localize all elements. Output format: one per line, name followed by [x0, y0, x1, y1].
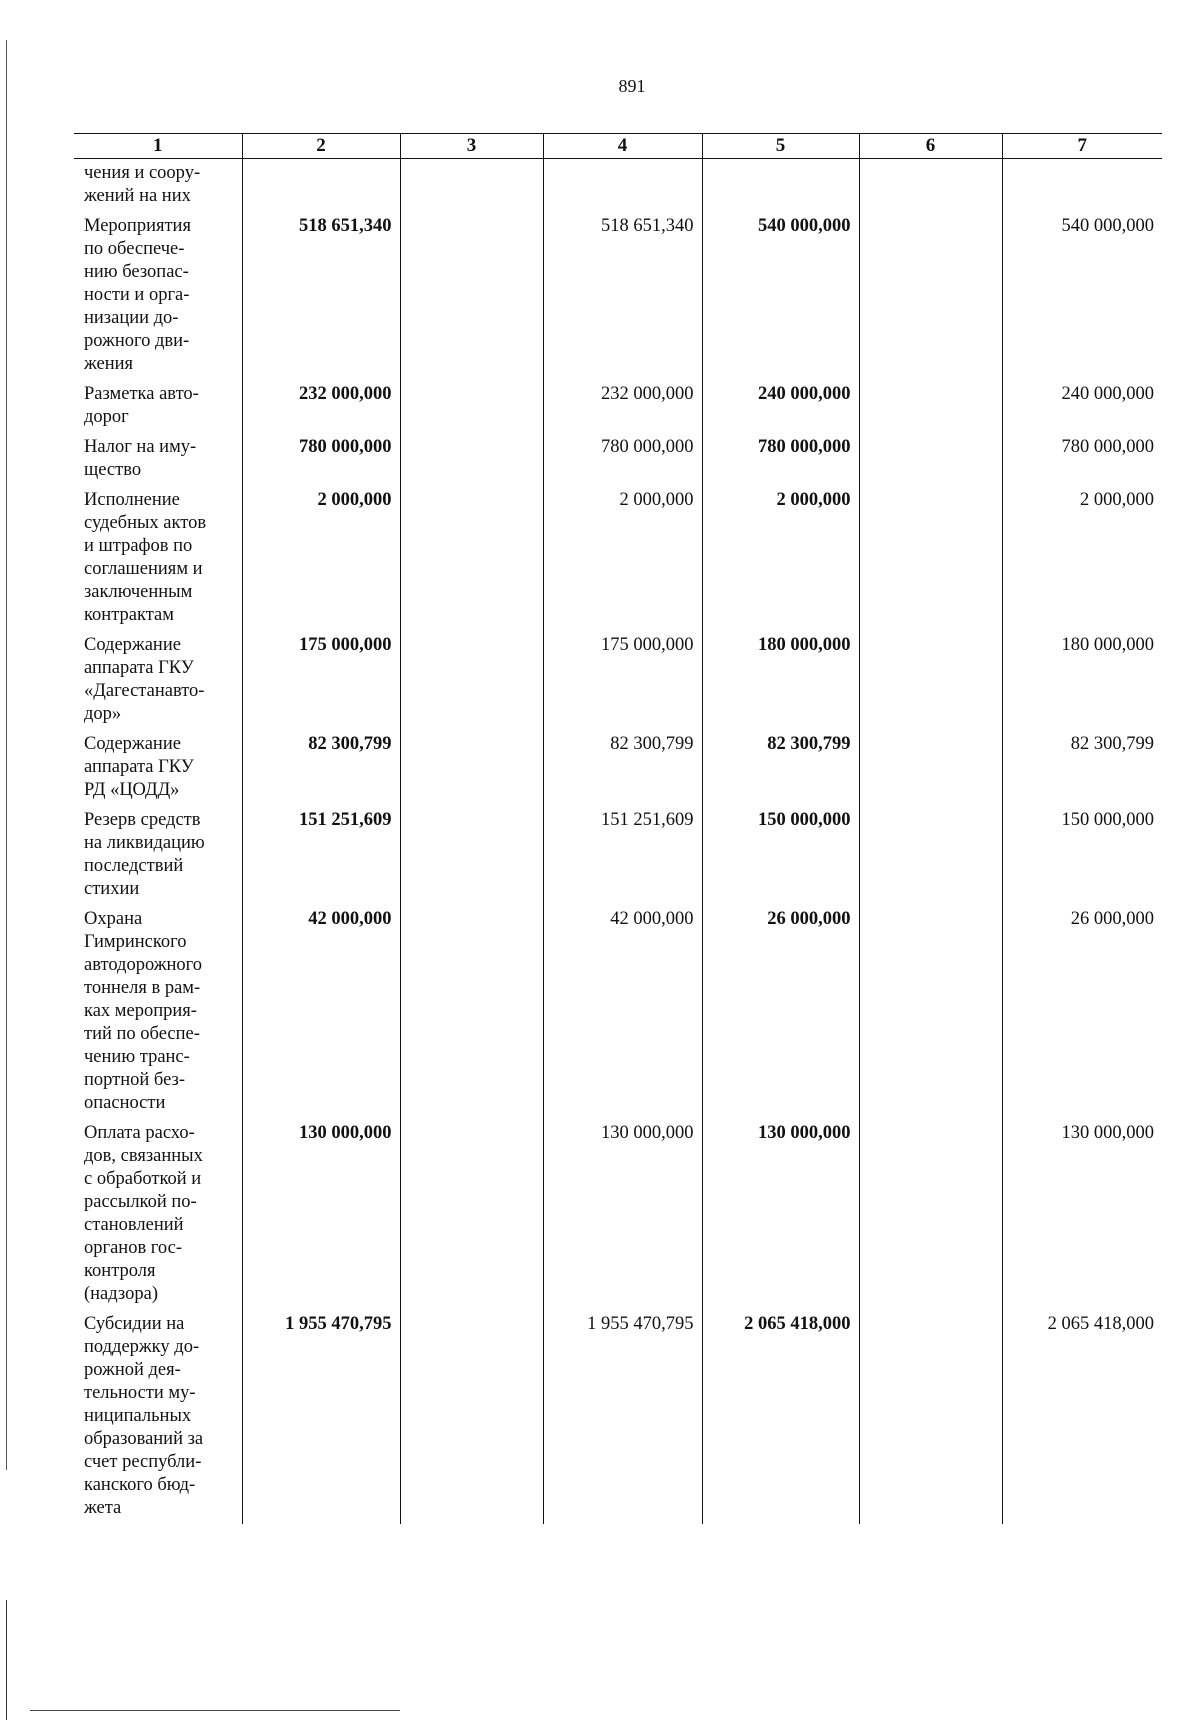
column-header-7: 7 — [1002, 134, 1162, 159]
table-row — [74, 433, 1162, 486]
cell-col-4: 175 000,000 — [543, 631, 702, 730]
cell-col-3 — [400, 730, 543, 806]
cell-col-7: 2 000,000 — [1002, 486, 1162, 631]
cell-col-2: 42 000,000 — [242, 905, 400, 1119]
cell-col-5: 2 000,000 — [702, 486, 859, 631]
cell-col-6 — [859, 486, 1002, 631]
table-row — [74, 806, 1162, 905]
cell-col-4: 130 000,000 — [543, 1119, 702, 1310]
cell-col-2: 780 000,000 — [242, 433, 400, 486]
table-row — [74, 1310, 1162, 1524]
table-row — [74, 905, 1162, 1119]
cell-col-3 — [400, 212, 543, 380]
item-name-cell: Охрана Гимринского автодорожного тоннеля в рам- ках мероприя- тий по обеспе- чению транс- портной без- опасности — [84, 909, 203, 1113]
cell-col-5: 26 000,000 — [702, 905, 859, 1119]
table-row — [74, 1119, 1162, 1310]
cell-col-7: 150 000,000 — [1002, 806, 1162, 905]
cell-col-2: 151 251,609 — [242, 806, 400, 905]
cell-col-6 — [859, 806, 1002, 905]
cell-col-6 — [859, 212, 1002, 380]
cell-col-2 — [242, 159, 400, 213]
table-row — [74, 486, 1162, 631]
table-row — [74, 380, 1162, 433]
cell-col-2: 1 955 470,795 — [242, 1310, 400, 1524]
cell-col-5: 780 000,000 — [702, 433, 859, 486]
column-header-3: 3 — [400, 134, 543, 159]
cell-col-6 — [859, 1119, 1002, 1310]
cell-col-3 — [400, 1119, 543, 1310]
table-body — [74, 159, 1162, 1525]
cell-col-3 — [400, 159, 543, 213]
cell-col-2: 175 000,000 — [242, 631, 400, 730]
cell-col-7: 780 000,000 — [1002, 433, 1162, 486]
column-header-6: 6 — [859, 134, 1002, 159]
cell-col-4: 780 000,000 — [543, 433, 702, 486]
table-header-row — [74, 134, 1162, 159]
cell-col-3 — [400, 1310, 543, 1524]
cell-col-7: 240 000,000 — [1002, 380, 1162, 433]
cell-col-2: 518 651,340 — [242, 212, 400, 380]
item-name-cell: Исполнение судебных актов и штрафов по соглашениям и заключенным контрактам — [84, 490, 207, 625]
scan-edge-bottom — [6, 1600, 7, 1720]
scan-edge-left — [6, 40, 7, 1470]
item-name-cell: Содержание аппарата ГКУ РД «ЦОДД» — [84, 734, 194, 800]
table-row — [74, 730, 1162, 806]
cell-col-5: 130 000,000 — [702, 1119, 859, 1310]
cell-col-6 — [859, 631, 1002, 730]
item-name-cell: Субсидии на поддержку до- рожной дея- тельности му- ниципальных образований за счет республи- канского бюд- жета — [84, 1314, 204, 1518]
cell-col-4: 82 300,799 — [543, 730, 702, 806]
cell-col-7: 82 300,799 — [1002, 730, 1162, 806]
cell-col-4: 42 000,000 — [543, 905, 702, 1119]
cell-col-5: 2 065 418,000 — [702, 1310, 859, 1524]
cell-col-5: 180 000,000 — [702, 631, 859, 730]
item-name-cell: чения и соору- жений на них — [84, 163, 201, 206]
cell-col-5: 540 000,000 — [702, 212, 859, 380]
item-name-cell: Оплата расхо- дов, связанных с обработкой и рассылкой по- становлений органов гос- контроля (надзора) — [84, 1123, 203, 1304]
item-name-cell: Резерв средств на ликвидацию последствий стихии — [84, 810, 205, 899]
cell-col-2: 2 000,000 — [242, 486, 400, 631]
table-row — [74, 159, 1162, 213]
column-header-4: 4 — [543, 134, 702, 159]
cell-col-4: 1 955 470,795 — [543, 1310, 702, 1524]
cell-col-7: 130 000,000 — [1002, 1119, 1162, 1310]
cell-col-4: 518 651,340 — [543, 212, 702, 380]
cell-col-3 — [400, 631, 543, 730]
cell-col-4: 232 000,000 — [543, 380, 702, 433]
cell-col-4: 151 251,609 — [543, 806, 702, 905]
budget-table — [74, 133, 1162, 1524]
scan-bottom-line — [30, 1710, 400, 1711]
item-name-cell: Мероприятия по обеспече- нию безопас- ности и орга- низации до- рожного дви- жения — [84, 216, 191, 374]
page-number: 891 — [618, 76, 646, 96]
item-name-cell: Разметка авто- дорог — [84, 384, 199, 427]
cell-col-5: 82 300,799 — [702, 730, 859, 806]
table-row — [74, 212, 1162, 380]
cell-col-5: 240 000,000 — [702, 380, 859, 433]
cell-col-6 — [859, 905, 1002, 1119]
column-header-5: 5 — [702, 134, 859, 159]
cell-col-3 — [400, 486, 543, 631]
cell-col-5 — [702, 159, 859, 213]
cell-col-7: 540 000,000 — [1002, 212, 1162, 380]
cell-col-7: 2 065 418,000 — [1002, 1310, 1162, 1524]
cell-col-6 — [859, 1310, 1002, 1524]
cell-col-3 — [400, 905, 543, 1119]
cell-col-5: 150 000,000 — [702, 806, 859, 905]
column-header-1: 1 — [74, 134, 242, 159]
cell-col-6 — [859, 159, 1002, 213]
cell-col-7: 26 000,000 — [1002, 905, 1162, 1119]
column-header-2: 2 — [242, 134, 400, 159]
item-name-cell: Содержание аппарата ГКУ «Дагестанавто- дор» — [84, 635, 205, 724]
cell-col-7 — [1002, 159, 1162, 213]
cell-col-2: 232 000,000 — [242, 380, 400, 433]
cell-col-2: 130 000,000 — [242, 1119, 400, 1310]
cell-col-3 — [400, 380, 543, 433]
cell-col-3 — [400, 806, 543, 905]
cell-col-6 — [859, 380, 1002, 433]
cell-col-7: 180 000,000 — [1002, 631, 1162, 730]
cell-col-2: 82 300,799 — [242, 730, 400, 806]
table-row — [74, 631, 1162, 730]
cell-col-3 — [400, 433, 543, 486]
cell-col-6 — [859, 730, 1002, 806]
cell-col-4 — [543, 159, 702, 213]
item-name-cell: Налог на иму- щество — [84, 437, 197, 480]
cell-col-4: 2 000,000 — [543, 486, 702, 631]
cell-col-6 — [859, 433, 1002, 486]
